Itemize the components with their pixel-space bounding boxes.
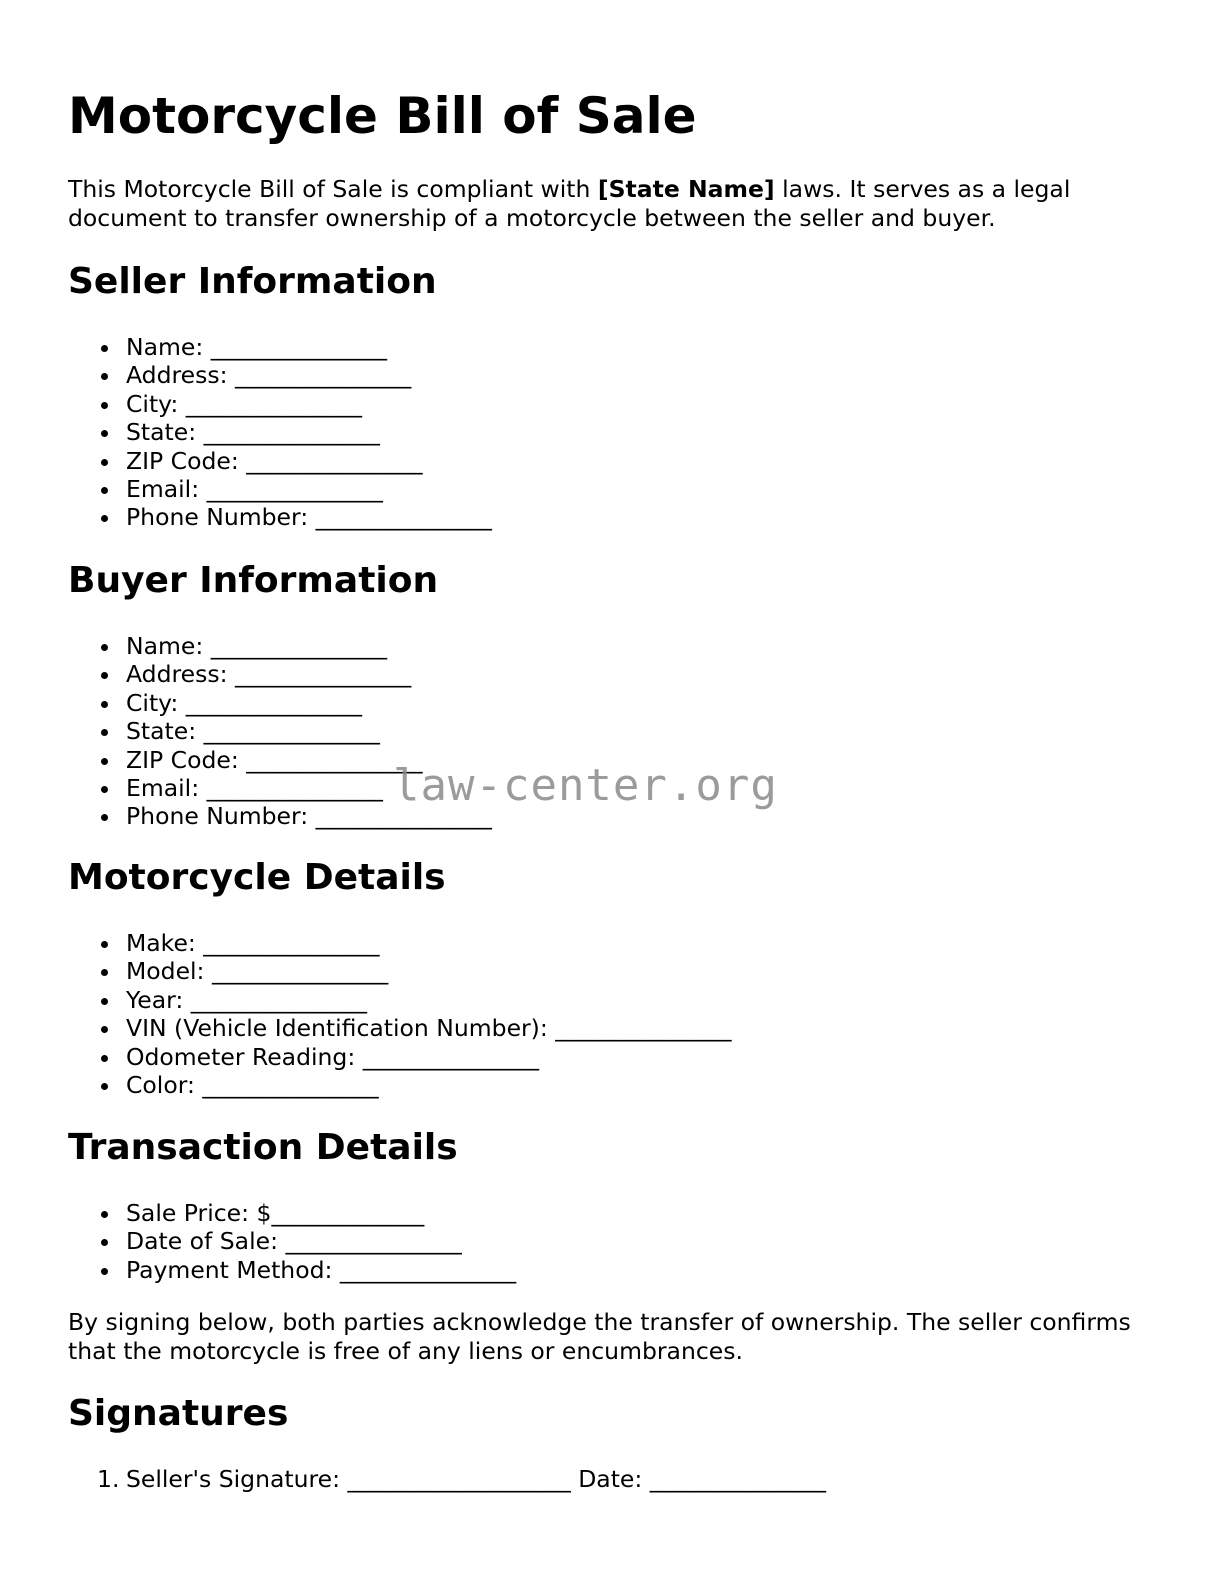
- year-field: Year: _______________: [68, 986, 732, 1014]
- intro-text-start: This Motorcycle Bill of Sale is compliant with: [68, 175, 598, 203]
- payment-method-field: Payment Method: _______________: [68, 1256, 516, 1284]
- intro-paragraph: [68, 175, 1168, 233]
- signature-item-number: 1.: [97, 1465, 120, 1493]
- buyer-heading: Buyer Information: [68, 560, 439, 601]
- buyer-phone-field: Phone Number: _______________: [68, 802, 492, 830]
- buyer-zip-field: ZIP Code: _______________: [68, 746, 492, 774]
- seller-email-field: Email: _______________: [68, 475, 492, 503]
- signatures-heading: Signatures: [68, 1393, 289, 1434]
- watermark-text: law-center.org: [393, 760, 778, 811]
- buyer-name-field: Name: _______________: [68, 632, 492, 660]
- vin-field: VIN (Vehicle Identification Number): _______________: [68, 1014, 732, 1042]
- buyer-city-field: City: _______________: [68, 689, 492, 717]
- seller-signature-text: Seller's Signature: ___________________ Date: _______________: [126, 1465, 827, 1493]
- buyer-address-field: Address: _______________: [68, 660, 492, 688]
- buyer-state-field: State: _______________: [68, 717, 492, 745]
- date-of-sale-field: Date of Sale: _______________: [68, 1227, 516, 1255]
- document-title: Motorcycle Bill of Sale: [68, 87, 697, 145]
- acknowledgement-paragraph: By signing below, both parties acknowledge the transfer of ownership. The seller confirms that the motorcycle is free of any liens or encumbrances.: [68, 1308, 1131, 1365]
- make-field: Make: _______________: [68, 929, 732, 957]
- seller-signature-line: [68, 1465, 826, 1494]
- sale-price-field: Sale Price: $_____________: [68, 1199, 516, 1227]
- model-field: Model: _______________: [68, 957, 732, 985]
- seller-name-field: Name: _______________: [68, 333, 492, 361]
- seller-zip-field: ZIP Code: _______________: [68, 447, 492, 475]
- seller-city-field: City: _______________: [68, 390, 492, 418]
- transaction-heading: Transaction Details: [68, 1127, 458, 1168]
- seller-phone-field: Phone Number: _______________: [68, 503, 492, 531]
- seller-fields-list: [68, 333, 492, 532]
- seller-heading: Seller Information: [68, 261, 437, 302]
- seller-state-field: State: _______________: [68, 418, 492, 446]
- motorcycle-heading: Motorcycle Details: [68, 857, 446, 898]
- state-name-placeholder: [State Name]: [597, 175, 775, 203]
- transaction-fields-list: [68, 1199, 516, 1284]
- motorcycle-fields-list: [68, 929, 732, 1099]
- intro-text-end: laws. It serves as a legal document to transfer ownership of a motorcycle between the seller and buyer.: [68, 175, 1071, 232]
- odometer-field: Odometer Reading: _______________: [68, 1043, 732, 1071]
- seller-address-field: Address: _______________: [68, 361, 492, 389]
- buyer-email-field: Email: _______________: [68, 774, 492, 802]
- signatures-list: [68, 1465, 826, 1494]
- color-field: Color: _______________: [68, 1071, 732, 1099]
